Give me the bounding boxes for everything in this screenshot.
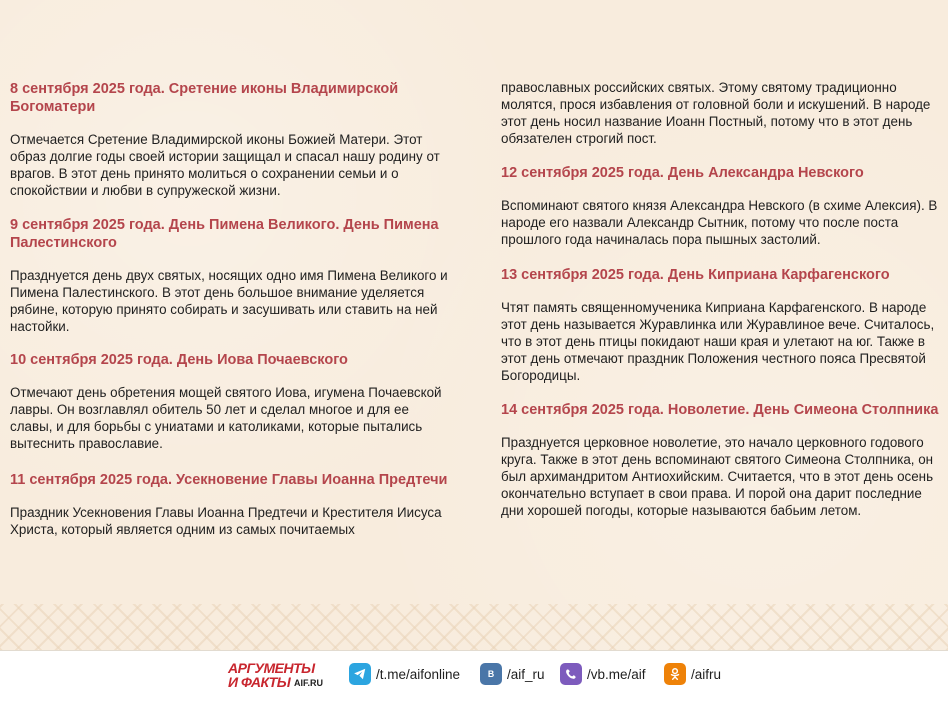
entry-text: Празднуется день двух святых, носящих одно имя Пимена Великого и Пимена Палестинского. В этот день большое внимание уделяется рябине, которую принято собирать и засушивать или ставить на ней настойки. [10,268,448,334]
viber-link[interactable] [560,662,646,686]
odnoklassniki-label: /aifru [691,666,722,682]
svg-text:B: B [487,668,495,679]
vk-icon [480,663,502,685]
entry-title: 14 сентября 2025 года. Новолетие. День Симеона Столпника [501,402,939,418]
entry-title: 11 сентября 2025 года. Усекновение Главы Иоанна Предтечи [10,472,448,488]
decorative-ornament-band [0,604,948,650]
footer-bar [0,650,948,701]
viber-label: /vb.me/aif [587,666,646,682]
entry-text: Празднуется церковное новолетие, это начало церковного годового круга. Также в этот день вспоминают святого Симеона Столпника, он был архимандритом Антиохийским. Считается, что в этот день осень окончательно вступает в свои права. И порой она дарит последние дни хорошей погоды, которые называются бабьим летом. [501,435,934,518]
telegram-icon [349,663,371,685]
logo-site: AIF.RU [294,678,323,688]
vk-link[interactable] [480,662,545,686]
entry-text: Отмечают день обретения мощей святого Иова, игумена Почаевской лавры. Он возглавлял обитель 50 лет и сделал многое и для ее славы, и для борьбы с униатами и католиками, которые пытались вытеснить православие. [10,385,442,451]
vk-label: /aif_ru [507,666,545,682]
calendar-entry [501,164,939,248]
calendar-entry [10,351,450,452]
entry-title: 9 сентября 2025 года. День Пимена Великого. День Пимена Палестинского [10,217,439,251]
viber-icon [560,663,582,685]
aif-logo[interactable] [228,659,336,693]
entry-text: Чтят память священномученика Киприана Карфагенского. В народе этот день называется Журавлинка или Журавлиное вече. Считалось, что в этот день птицы покидают наши края и улетают на юг. Также в этот день отмечают праздник Положения честного пояса Пресвятой Богородицы. [501,300,935,383]
calendar-entry [501,266,939,384]
calendar-entry [501,401,939,519]
entry-title: 12 сентября 2025 года. День Александра Невского [501,165,864,181]
telegram-label: /t.me/aifonline [376,666,461,682]
odnoklassniki-link[interactable] [664,662,721,686]
logo-line-2: И ФАКТЫ [228,674,291,690]
calendar-entry [10,80,450,199]
entry-title: 10 сентября 2025 года. День Иова Почаевского [10,352,348,368]
odnoklassniki-icon [664,663,686,685]
logo-line-1: АРГУМЕНТЫ [228,660,315,676]
entry-title: 13 сентября 2025 года. День Киприана Карфагенского [501,267,890,283]
telegram-link[interactable] [349,662,460,686]
entry-text: Отмечается Сретение Владимирской иконы Божией Матери. Этот образ долгие годы своей истории защищал и спасал нашу родину от врагов. В этот день принято молиться о сохранении семьи и о спокойствии и любви в супружеской жизни. [10,132,440,198]
calendar-entry [10,471,450,538]
entry-text: Вспоминают святого князя Александра Невского (в схиме Алексия). В народе его назвали Александр Сытник, потому что после поста прошлого года начиналась пора пышных застолий. [501,198,938,247]
calendar-entry [10,216,450,335]
entry-title: 8 сентября 2025 года. Сретение иконы Владимирской Богоматери [10,81,399,115]
entry-text: Праздник Усекновения Главы Иоанна Предтечи и Крестителя Иисуса Христа, который является одним из самых почитаемых [10,505,442,537]
continued-text: православных российских святых. Этому святому традиционно молятся, прося избавления от головной боли и искушений. В народе этот день носил название Иоанн Постный, потому что в этот день обязателен строгий пост. [501,80,931,146]
